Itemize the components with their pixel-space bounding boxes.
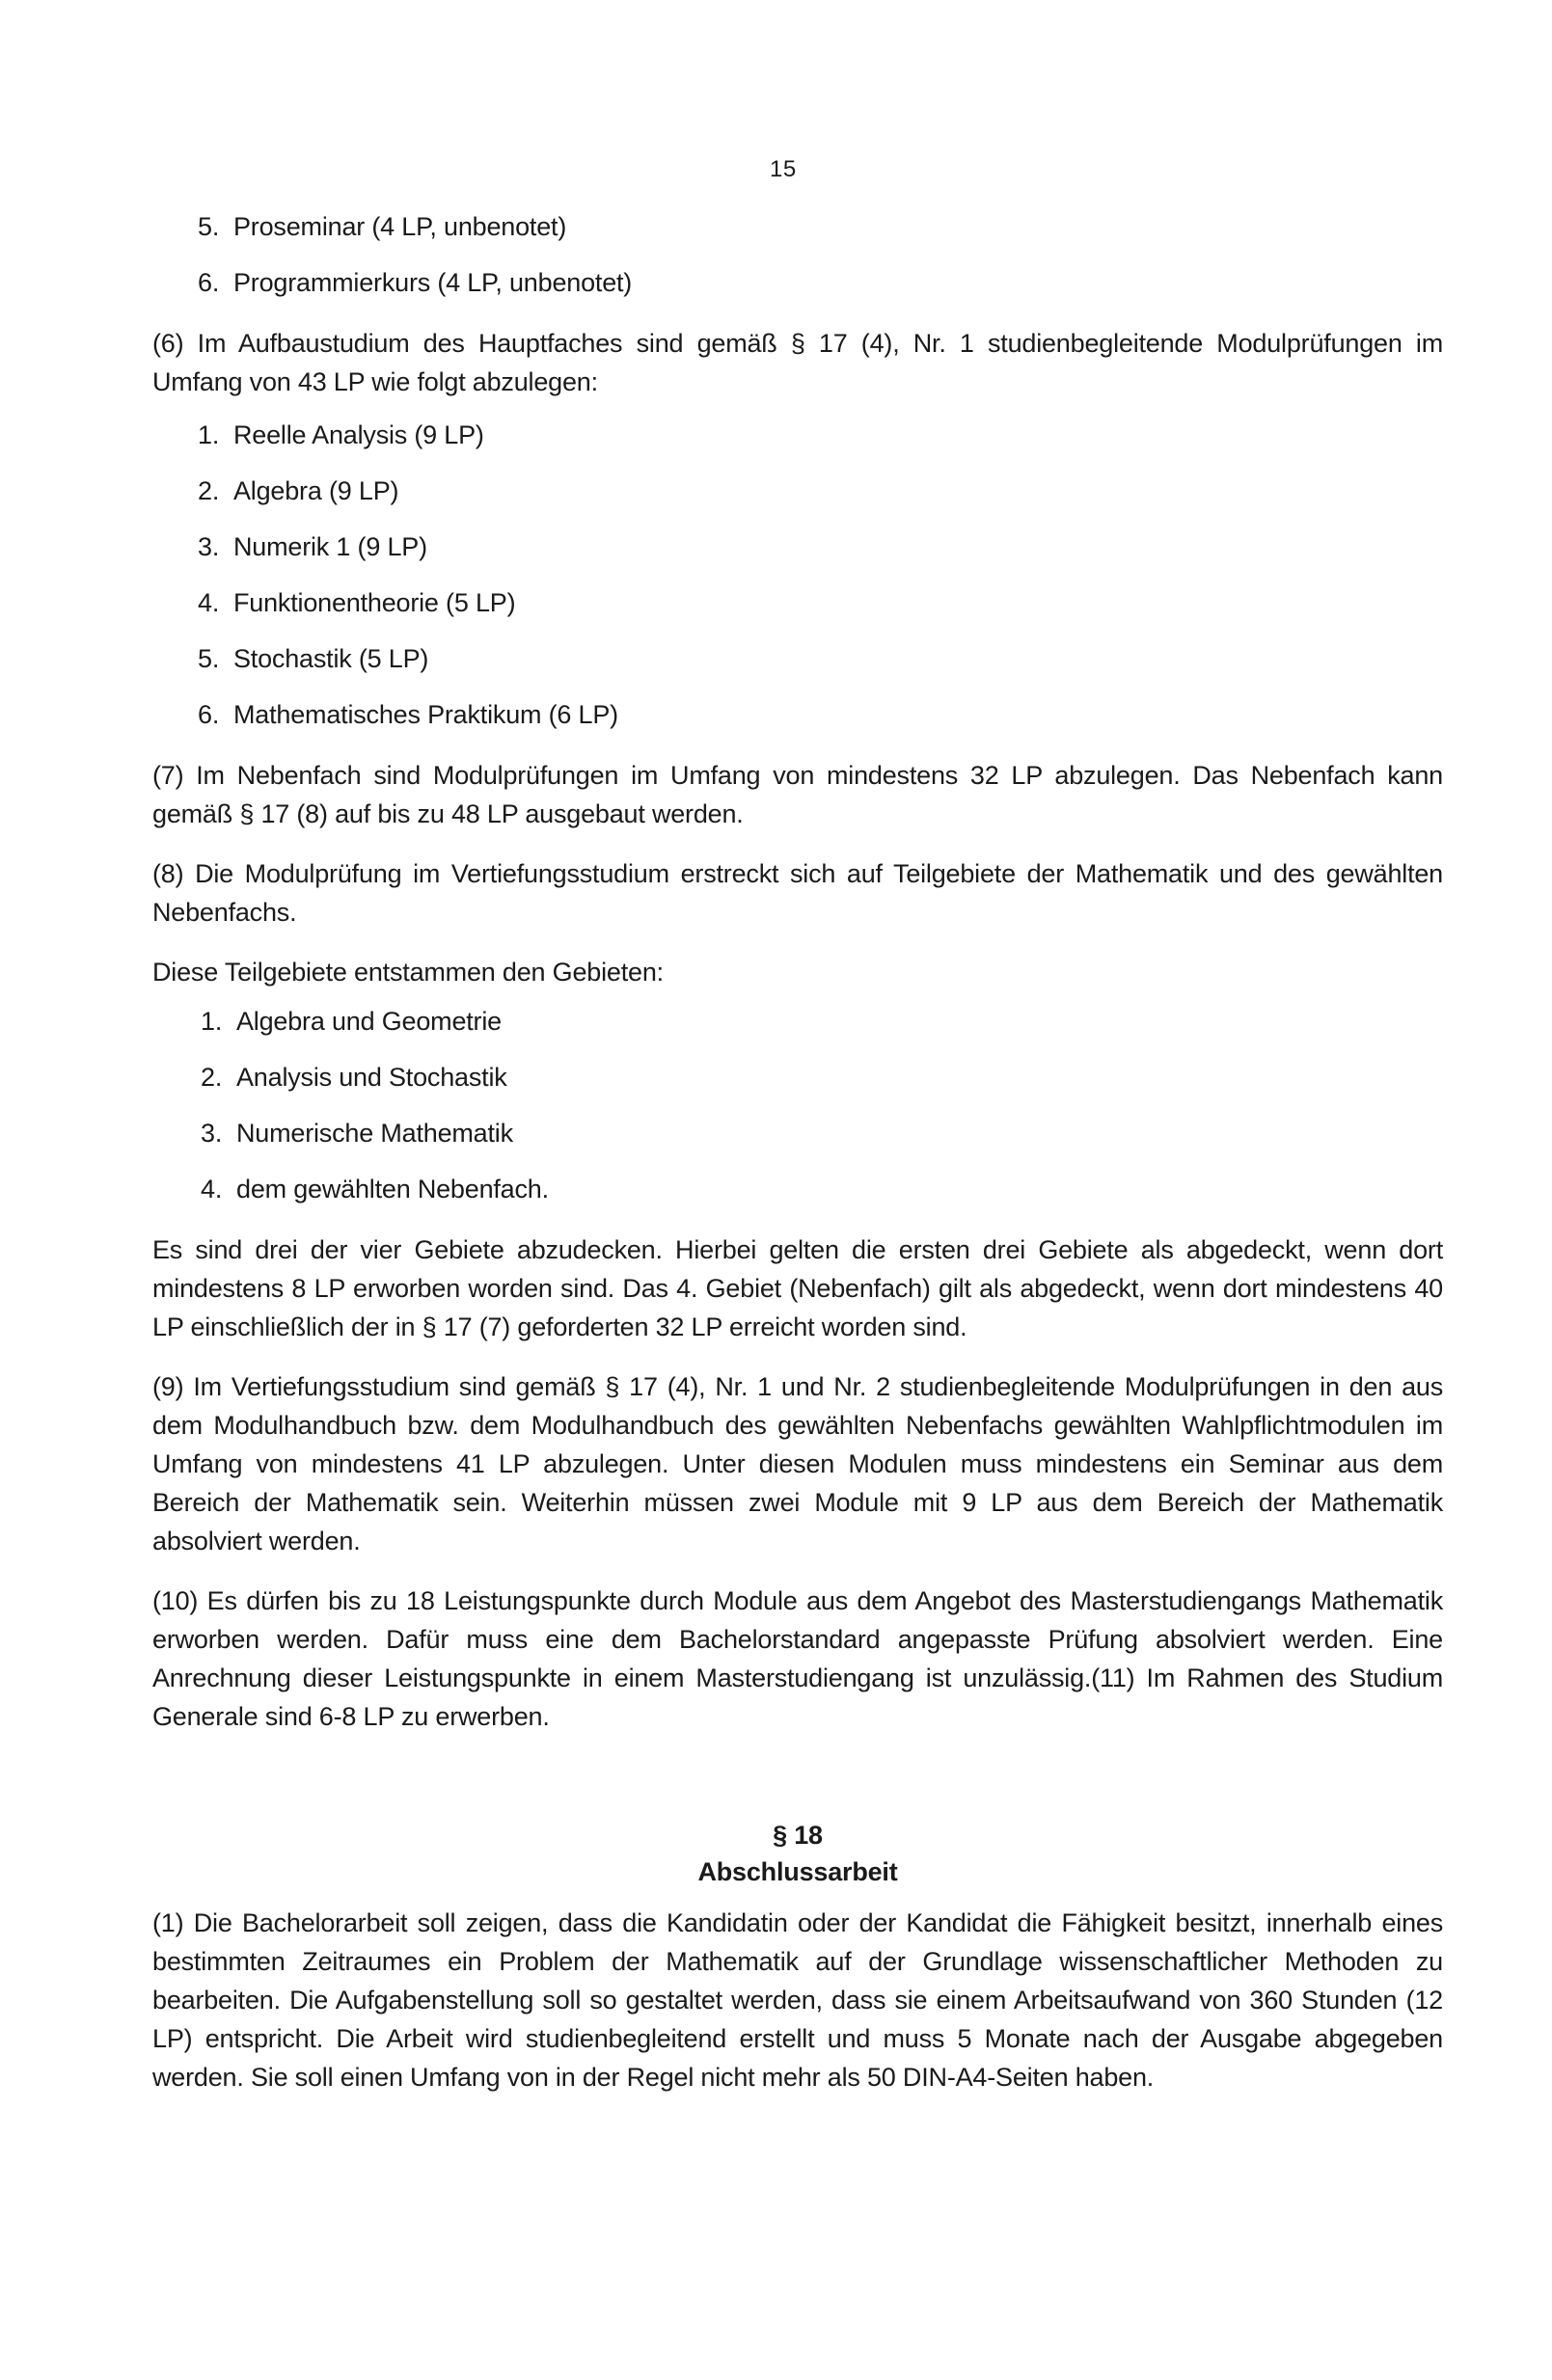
section-title: Abschlussarbeit <box>697 1857 898 1886</box>
list-item-text: dem gewählten Nebenfach. <box>236 1175 549 1204</box>
section-number: § 18 <box>773 1821 823 1850</box>
list-item <box>198 519 1443 575</box>
list-item <box>201 1049 1443 1105</box>
paragraph-18-1: (1) Die Bachelorarbeit soll zeigen, dass die Kandidatin oder der Kandidat die Fähigkeit besitzt, innerhalb eines bestimmten Zeitraumes ein Problem der Mathematik auf der Grundlage wissenschaftlicher Methoden zu bearbeiten. Die Aufgabenstellung soll so gestaltet werden, dass sie einem Arbeitsaufwand von 360 Stunden (12 LP) entspricht. Die Arbeit wird studienbegleitend erstellt und muss 5 Monate nach der Ausgabe abgegeben werden. Sie soll einen Umfang von in der Regel nicht mehr als 50 DIN-A4-Seiten haben. <box>152 1908 1443 2092</box>
list-item-text: Reelle Analysis (9 LP) <box>233 420 484 449</box>
list-item-text: Numerische Mathematik <box>236 1119 513 1148</box>
list-item <box>198 463 1443 519</box>
list-item-number: 3. <box>201 1119 223 1148</box>
list-item <box>201 993 1443 1049</box>
list-item-number: 5. <box>198 644 220 673</box>
section-heading <box>152 1817 1443 1890</box>
list-item-text: Mathematisches Praktikum (6 LP) <box>233 700 618 729</box>
list-item <box>198 631 1443 687</box>
list-item-text: Stochastik (5 LP) <box>233 644 429 673</box>
list-item-number: 6. <box>198 268 220 297</box>
list-item-text: Funktionentheorie (5 LP) <box>233 588 516 617</box>
page-number: 15 <box>770 156 797 182</box>
list-item <box>201 1161 1443 1217</box>
subject-area-list <box>152 993 1443 1217</box>
list-item <box>198 199 1443 255</box>
paragraph-8-intro: Diese Teilgebiete entstammen den Gebieten: <box>152 958 664 987</box>
module-list-aufbaustudium <box>152 407 1443 743</box>
list-item-number: 1. <box>201 1007 223 1036</box>
module-list-continued <box>152 199 1443 311</box>
page-content <box>152 212 1443 2096</box>
list-item-text: Algebra und Geometrie <box>236 1007 502 1036</box>
list-item-number: 2. <box>198 476 220 505</box>
list-item-number: 4. <box>198 588 220 617</box>
list-item-text: Programmierkurs (4 LP, unbenotet) <box>233 268 633 297</box>
paragraph-6: (6) Im Aufbaustudium des Hauptfaches sind gemäß § 17 (4), Nr. 1 studienbegleitende Modulprüfungen im Umfang von 43 LP wie folgt abzulegen: <box>152 329 1443 396</box>
list-item <box>198 575 1443 631</box>
list-item-number: 3. <box>198 532 220 561</box>
list-item-number: 6. <box>198 700 220 729</box>
paragraph-9: (9) Im Vertiefungsstudium sind gemäß § 17 (4), Nr. 1 und Nr. 2 studienbegleitende Modulprüfungen in den aus dem Modulhandbuch bzw. dem Modulhandbuch des gewählten Nebenfachs gewählten Wahlpflichtmodulen im Umfang von mindestens 41 LP abzulegen. Unter diesen Modulen muss mindestens ein Seminar aus dem Bereich der Mathematik sein. Weiterhin müssen zwei Module mit 9 LP aus dem Bereich der Mathematik absolviert werden. <box>152 1372 1443 1555</box>
list-item <box>201 1105 1443 1161</box>
list-item-text: Numerik 1 (9 LP) <box>233 532 427 561</box>
paragraph-10: (10) Es dürfen bis zu 18 Leistungspunkte durch Module aus dem Angebot des Masterstudiengangs Mathematik erworben werden. Dafür muss eine dem Bachelorstandard angepasste Prüfung absolviert werden. Eine Anrechnung dieser Leistungspunkte in einem Masterstudiengang ist unzulässig.(11) Im Rahmen des Studium Generale sind 6-8 LP zu erwerben. <box>152 1586 1443 1731</box>
list-item <box>198 407 1443 463</box>
list-item-text: Proseminar (4 LP, unbenotet) <box>233 212 567 241</box>
paragraph-7: (7) Im Nebenfach sind Modulprüfungen im Umfang von mindestens 32 LP abzulegen. Das Nebenfach kann gemäß § 17 (8) auf bis zu 48 LP ausgebaut werden. <box>152 761 1443 828</box>
list-item-text: Analysis und Stochastik <box>236 1063 507 1092</box>
paragraph-8-coverage: Es sind drei der vier Gebiete abzudecken. Hierbei gelten die ersten drei Gebiete als abgedeckt, wenn dort mindestens 8 LP erworben worden sind. Das 4. Gebiet (Nebenfach) gilt als abgedeckt, wenn dort mindestens 40 LP einschließlich der in § 17 (7) geforderten 32 LP erreicht worden sind. <box>152 1235 1443 1341</box>
list-item-number: 1. <box>198 420 220 449</box>
paragraph-8: (8) Die Modulprüfung im Vertiefungsstudium erstreckt sich auf Teilgebiete der Mathematik und des gewählten Nebenfachs. <box>152 859 1443 927</box>
list-item <box>198 687 1443 743</box>
list-item-number: 2. <box>201 1063 223 1092</box>
list-item-text: Algebra (9 LP) <box>233 476 399 505</box>
list-item-number: 5. <box>198 212 220 241</box>
list-item <box>198 255 1443 311</box>
list-item-number: 4. <box>201 1175 223 1204</box>
